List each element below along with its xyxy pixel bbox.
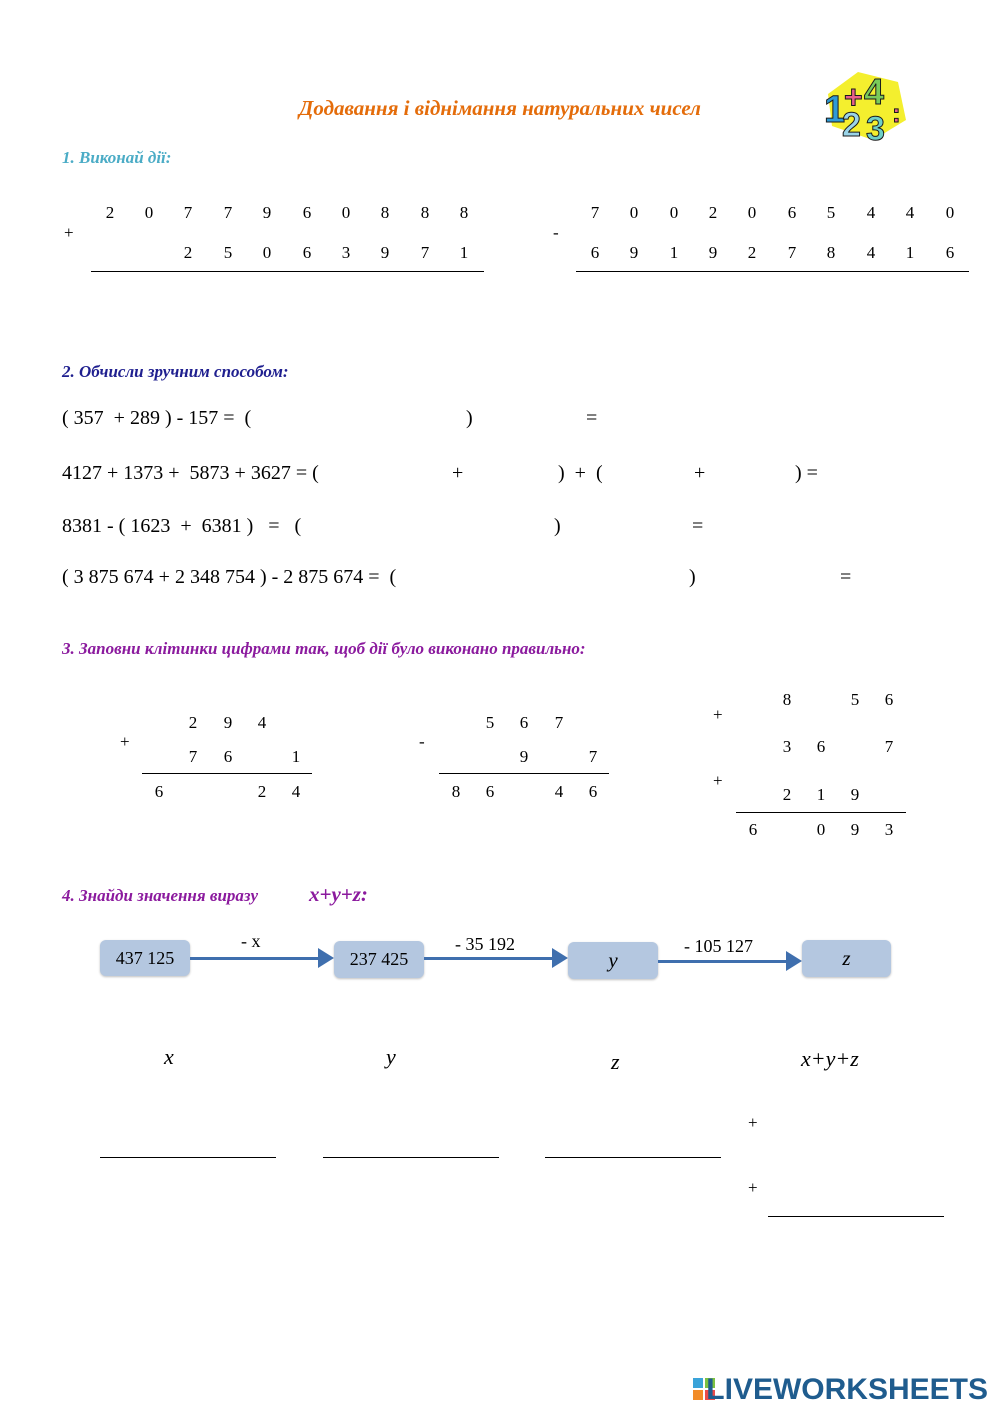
digit: 9 [262, 203, 272, 222]
expression-2: 4127 + 1373 + 5873 + 3627 = ( [62, 462, 319, 484]
digit: 6 [519, 713, 529, 732]
page-title: Додавання і віднімання натуральних чисел [299, 96, 701, 120]
digit: 7 [884, 737, 894, 756]
digit: 6 [588, 782, 598, 801]
liveworksheets-brand: LIVEWORKSHEETS [706, 1373, 988, 1406]
result-line [439, 773, 609, 774]
plus-sign: + [713, 771, 723, 790]
arrow-right-icon [552, 948, 568, 968]
digit: 9 [629, 243, 639, 262]
digit: 0 [262, 243, 272, 262]
expression-3: 8381 - ( 1623 + 6381 ) = ( [62, 515, 302, 537]
digit: 8 [451, 782, 461, 801]
digit: 6 [945, 243, 955, 262]
digit: 7 [420, 243, 430, 262]
digit: 6 [223, 747, 233, 766]
digit: 2 [105, 203, 115, 222]
answer-line-y[interactable] [323, 1157, 499, 1158]
task4-expression: x+y+z: [309, 882, 368, 906]
digit: 1 [291, 747, 301, 766]
operation-label [241, 931, 261, 952]
expression-2-end: ) = [795, 462, 818, 484]
expression-2-middle: ) + ( [558, 462, 603, 484]
closing-paren: ) [554, 515, 561, 537]
digit: 1 [669, 243, 679, 262]
label-y: y [386, 1044, 396, 1069]
plus-sign: + [748, 1113, 758, 1132]
digit: 6 [884, 690, 894, 709]
digit: 5 [850, 690, 860, 709]
digit: 7 [188, 747, 198, 766]
digit: 0 [945, 203, 955, 222]
arrow-line [658, 960, 788, 963]
digit: 4 [866, 203, 876, 222]
result-line [576, 271, 969, 272]
digit: 4 [866, 243, 876, 262]
digit: 3 [884, 820, 894, 839]
digit: 6 [590, 243, 600, 262]
svg-text::: : [892, 98, 901, 128]
operation-label: - 35 192 [455, 934, 515, 954]
digit: 0 [144, 203, 154, 222]
digit: 6 [485, 782, 495, 801]
plus-sign: + [120, 732, 130, 751]
svg-text:3: 3 [866, 110, 885, 144]
expression-4: ( 3 875 674 + 2 348 754 ) - 2 875 674 = ( [62, 566, 397, 588]
digit: 4 [905, 203, 915, 222]
label-z: z [611, 1049, 620, 1074]
digit: 0 [747, 203, 757, 222]
digit: 6 [816, 737, 826, 756]
digit: 0 [341, 203, 351, 222]
digit: 6 [154, 782, 164, 801]
digit: 7 [223, 203, 233, 222]
plus-sign: + [713, 705, 723, 724]
digit: 0 [629, 203, 639, 222]
plus-sign: + [452, 462, 464, 484]
arrow-line [424, 957, 554, 960]
digit: 7 [787, 243, 797, 262]
arrow-line [190, 957, 320, 960]
digit: 7 [590, 203, 600, 222]
plus-sign: + [64, 223, 74, 242]
equals-sign: = [692, 515, 704, 537]
label-x: x [164, 1044, 174, 1069]
digit: 9 [519, 747, 529, 766]
svg-text:1: 1 [824, 89, 846, 131]
digit: 8 [380, 203, 390, 222]
result-line [91, 271, 484, 272]
digit: 1 [816, 785, 826, 804]
digit: 7 [554, 713, 564, 732]
digit: 3 [341, 243, 351, 262]
digit: 2 [708, 203, 718, 222]
chain-box-y: y [568, 942, 658, 979]
digit: 0 [816, 820, 826, 839]
equals-sign: = [586, 407, 598, 429]
arrow-right-icon [786, 951, 802, 971]
digit: 9 [850, 820, 860, 839]
digit: 7 [183, 203, 193, 222]
chain-box-2: 237 425 [334, 941, 424, 978]
minus-sign: - [553, 223, 559, 242]
digit: 9 [708, 243, 718, 262]
digit: 2 [188, 713, 198, 732]
digit: 1 [459, 243, 469, 262]
task2-heading: 2. Обчисли зручним способом: [62, 362, 289, 381]
svg-text:+: + [844, 79, 863, 115]
answer-line-x[interactable] [100, 1157, 276, 1158]
numbers-clipart-icon [818, 64, 910, 144]
digit: 8 [782, 690, 792, 709]
digit: 9 [380, 243, 390, 262]
plus-sign: + [748, 1178, 758, 1197]
arrow-right-icon [318, 948, 334, 968]
operation-label: - 105 127 [684, 936, 753, 956]
svg-text:4: 4 [864, 71, 885, 112]
chain-box-start: 437 125 [100, 940, 190, 976]
digit: 6 [787, 203, 797, 222]
digit: 6 [302, 203, 312, 222]
plus-sign: + [694, 462, 706, 484]
digit: 8 [826, 243, 836, 262]
digit: 3 [782, 737, 792, 756]
minus-sign: - [419, 732, 425, 751]
digit: 7 [588, 747, 598, 766]
task3-heading: 3. Заповни клітинки цифрами так, щоб дії було виконано правильно: [62, 639, 586, 658]
closing-paren: ) [689, 566, 696, 588]
digit: 8 [420, 203, 430, 222]
digit: 5 [223, 243, 233, 262]
equals-sign: = [840, 566, 852, 588]
digit: 5 [826, 203, 836, 222]
expression-1: ( 357 + 289 ) - 157 = ( [62, 407, 252, 429]
label-sum: x+y+z [801, 1046, 859, 1071]
digit: 9 [223, 713, 233, 732]
result-line [142, 773, 312, 774]
digit: 8 [459, 203, 469, 222]
task4-heading: 4. Знайди значення виразу [62, 886, 258, 905]
answer-line-sum[interactable] [768, 1216, 944, 1217]
digit: 4 [554, 782, 564, 801]
digit: 4 [257, 713, 267, 732]
digit: 6 [748, 820, 758, 839]
digit: 0 [669, 203, 679, 222]
operation-text: - x [241, 931, 261, 951]
digit: 5 [485, 713, 495, 732]
closing-paren: ) [466, 407, 473, 429]
svg-text:2: 2 [842, 106, 861, 144]
chain-box-z: z [802, 940, 891, 977]
digit: 4 [291, 782, 301, 801]
digit: 2 [257, 782, 267, 801]
digit: 2 [782, 785, 792, 804]
digit: 1 [905, 243, 915, 262]
digit: 9 [850, 785, 860, 804]
task1-heading: 1. Виконай дії: [62, 148, 172, 167]
result-line [736, 812, 906, 813]
digit: 2 [747, 243, 757, 262]
answer-line-z[interactable] [545, 1157, 721, 1158]
digit: 2 [183, 243, 193, 262]
digit: 6 [302, 243, 312, 262]
